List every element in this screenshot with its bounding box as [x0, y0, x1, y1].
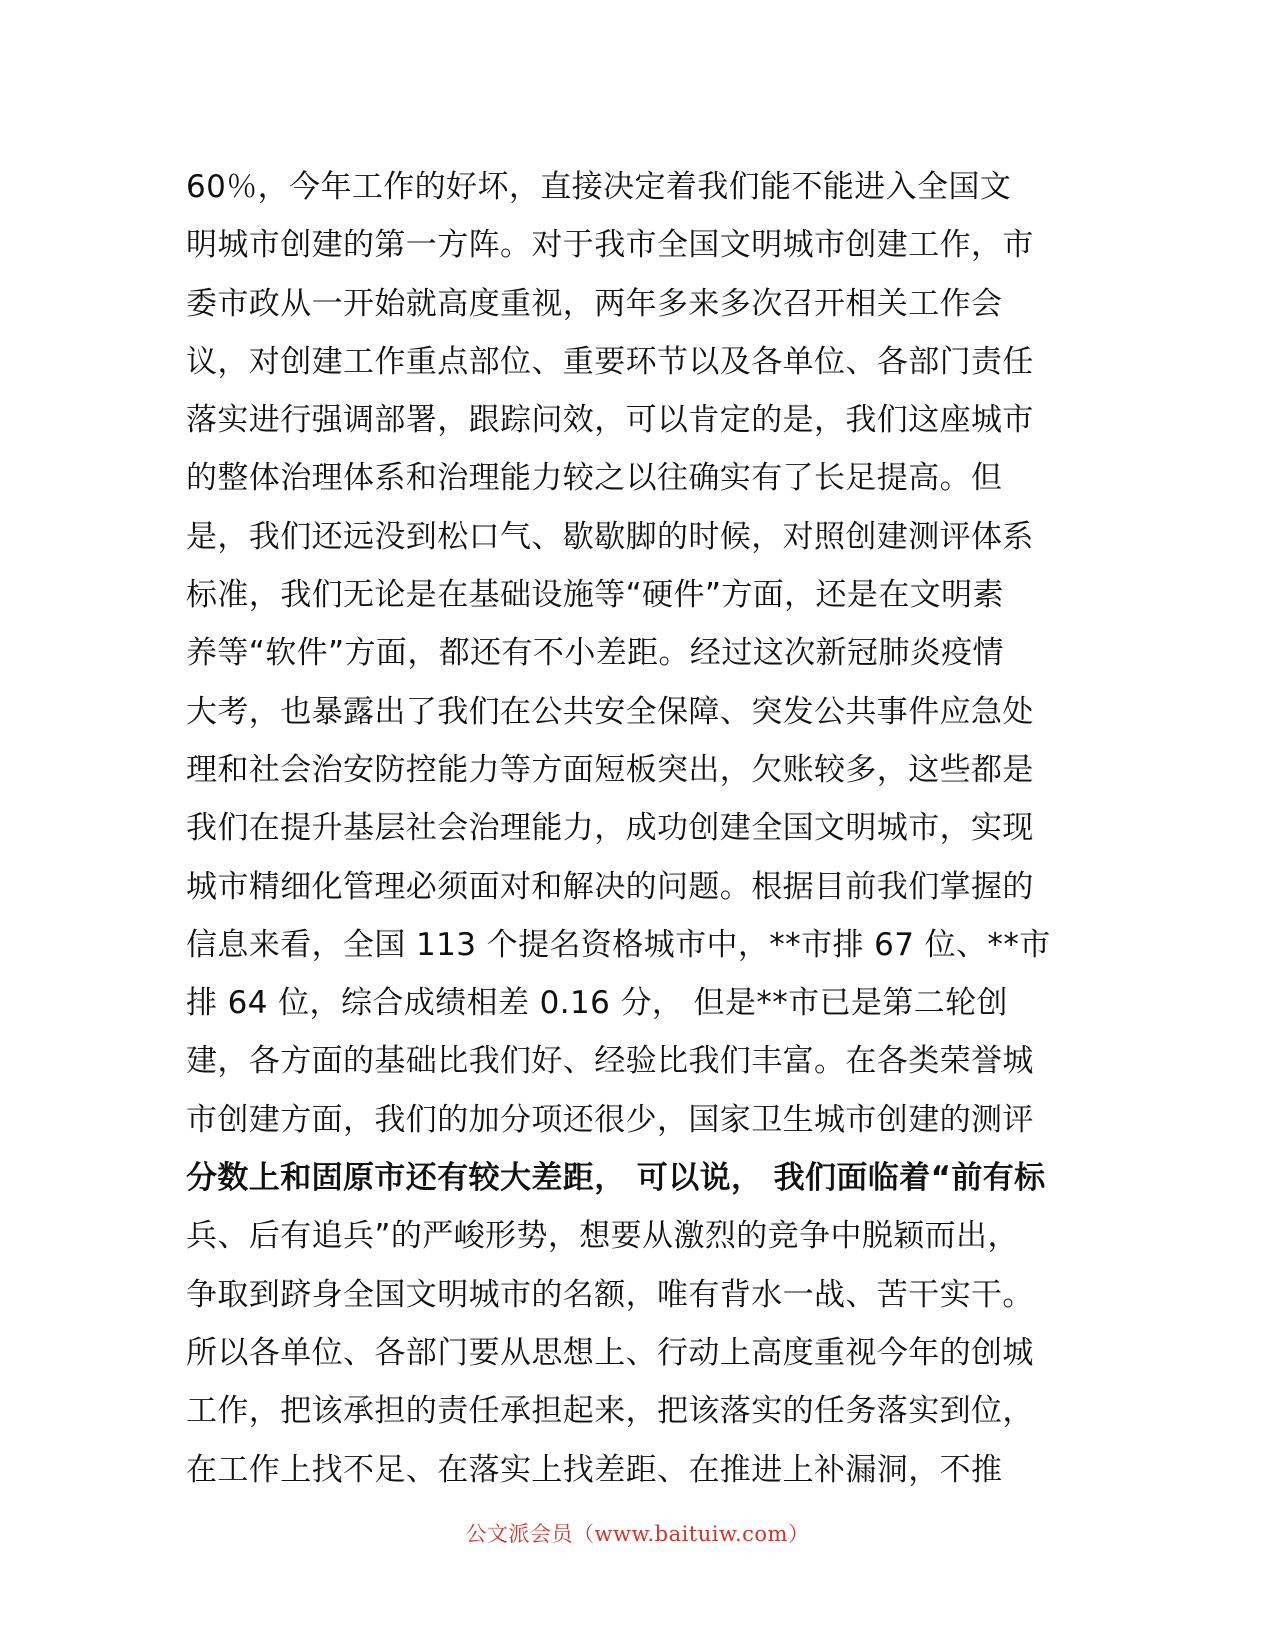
- text-line: 大考，也暴露出了我们在公共安全保障、突发公共事件应急处: [186, 693, 1034, 730]
- footer-watermark: 公文派会员（www.baituiw.com）: [465, 1522, 810, 1546]
- text-line: 市创建方面，我们的加分项还很少，国家卫生城市创建的测评: [186, 1101, 1034, 1138]
- text-line: 分数上和固原市还有较大差距， 可以说， 我们面临着“前有标: [186, 1160, 1046, 1197]
- text-line: 的整体治理体系和治理能力较之以往确实有了长足提高。但: [186, 460, 1003, 497]
- text-line: 养等“软件”方面，都还有不小差距。经过这次新冠肺炎疫情: [186, 635, 1004, 672]
- text-line: 是，我们还远没到松口气、歇歇脚的时候，对照创建测评体系: [186, 518, 1034, 555]
- text-line: 信息来看，全国 113 个提名资格城市中，**市排 67 位、**市: [186, 926, 1051, 963]
- text-line: 所以各单位、各部门要从思想上、行动上高度重视今年的创城: [186, 1334, 1034, 1371]
- text-line: 我们在提升基层社会治理能力，成功创建全国文明城市，实现: [186, 810, 1034, 847]
- text-line: 城市精细化管理必须面对和解决的问题。根据目前我们掌握的: [186, 868, 1034, 905]
- text-line: 落实进行强调部署，跟踪问效，可以肯定的是，我们这座城市: [186, 402, 1034, 439]
- text-line: 60％，今年工作的好坏，直接决定着我们能不能进入全国文: [186, 169, 1012, 205]
- text-line: 工作，把该承担的责任承担起来，把该落实的任务落实到位，: [186, 1393, 1034, 1430]
- text-line: 委市政从一开始就高度重视，两年多来多次召开相关工作会: [186, 285, 1003, 322]
- text-line: 理和社会治安防控能力等方面短板突出，欠账较多，这些都是: [186, 751, 1034, 788]
- text-line: 建，各方面的基础比我们好、经验比我们丰富。在各类荣誉城: [186, 1043, 1034, 1080]
- text-line: 兵、后有追兵”的严峻形势，想要从激烈的竞争中脱颖而出，: [186, 1218, 1019, 1255]
- text-line: 议，对创建工作重点部位、重要环节以及各单位、各部门责任: [186, 343, 1034, 380]
- text-line: 争取到跻身全国文明城市的名额，唯有背水一战、苦干实干。: [186, 1276, 1034, 1313]
- text-line: 标准，我们无论是在基础设施等“硬件”方面，还是在文明素: [186, 577, 1004, 614]
- text-line: 排 64 位，综合成绩相差 0.16 分， 但是**市已是第二轮创: [186, 985, 1008, 1022]
- text-line: 在工作上找不足、在落实上找差距、在推进上补漏洞，不推: [186, 1451, 1003, 1488]
- text-line: 明城市创建的第一方阵。对于我市全国文明城市创建工作，市: [186, 227, 1034, 264]
- body-paragraph: [186, 158, 1096, 1499]
